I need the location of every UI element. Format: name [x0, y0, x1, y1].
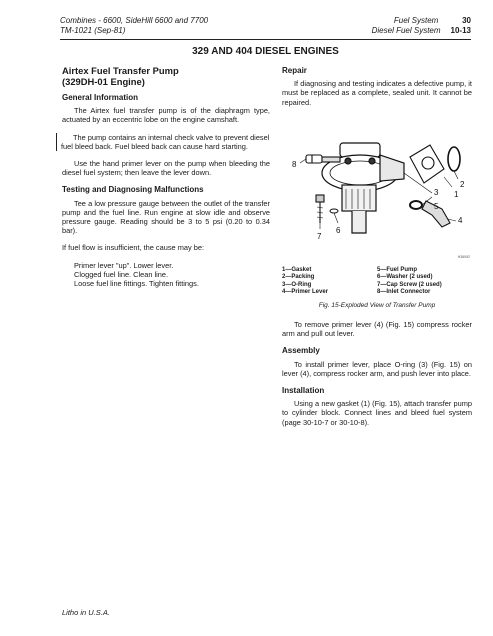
check-valve-note: The pump contains an internal check valve to prevent diesel fuel bleed back. Fuel bleed back can cause hard starting.: [56, 133, 270, 151]
right-column: [282, 66, 472, 435]
callout-2: 2: [460, 179, 465, 189]
cap-screw-drawing: [316, 195, 324, 223]
packing-drawing: [448, 147, 460, 171]
figure-code: H36092: [457, 254, 470, 259]
legend-item: 7—Cap Screw (2 used): [377, 281, 442, 288]
general-info-text: The Airtex fuel transfer pump is of the diaphragm type, actuated by an eccentric lobe on the engine camshaft.: [62, 106, 270, 125]
pump-title-line2: (329DH-01 Engine): [62, 75, 145, 87]
callout-4: 4: [458, 215, 463, 225]
general-info-heading: General Information: [62, 93, 139, 102]
callout-3: 3: [434, 187, 439, 197]
callout-5: 5: [434, 201, 439, 211]
header-section: Fuel System: [393, 16, 439, 25]
legend-item: 1—Gasket: [282, 266, 312, 273]
pump-title-line1: Airtex Fuel Transfer Pump: [62, 65, 179, 76]
header-section-number: 30: [462, 16, 471, 25]
figure-caption: Fig. 15-Exploded View of Transfer Pump: [318, 301, 436, 309]
insufficient-flow-text: If fuel flow is insufficient, the cause may be:: [62, 243, 204, 253]
figure-legend: [282, 267, 472, 297]
assembly-heading: Assembly: [282, 346, 320, 356]
installation-heading: Installation: [282, 386, 325, 396]
legend-item: 3—O-Ring: [282, 281, 312, 288]
header-manual-title: Combines - 6600, SideHill 6600 and 7700: [60, 16, 209, 25]
legend-item: 4—Primer Lever: [282, 289, 329, 296]
header-left: [60, 16, 208, 36]
legend-item: 8—Inlet Connector: [377, 289, 431, 296]
washer-drawing: [330, 209, 338, 213]
assembly-text: To install primer lever, place O-ring (3) (Fig. 15) on lever (4), compress rocker arm, and push lever into place.: [282, 359, 472, 378]
remove-lever-text: To remove primer lever (4) (Fig. 15) compress rocker arm and pull out lever.: [282, 320, 472, 339]
callout-1: 1: [454, 189, 459, 199]
cause-item: Primer lever "up". Lower lever.: [74, 260, 174, 270]
callout-8: 8: [292, 159, 297, 169]
repair-text: If diagnosing and testing indicates a defective pump, it must be replaced as a complete, sealed unit. It cannot be repaired.: [282, 79, 472, 107]
primer-lever-text: Use the hand primer lever on the pump when bleeding the diesel fuel system; then leave the lever down.: [62, 159, 270, 178]
legend-item: 2—Packing: [282, 274, 315, 281]
header-right: [372, 16, 471, 36]
repair-heading: Repair: [282, 66, 307, 75]
cause-item: Clogged fuel line. Clean line.: [74, 269, 169, 279]
left-column: [62, 66, 270, 288]
footer: Litho in U.S.A.: [62, 608, 110, 617]
legend-item: 5—Fuel Pump: [377, 266, 418, 273]
header-subsection: Diesel Fuel System: [371, 26, 441, 35]
legend-column-left: [282, 267, 377, 297]
testing-heading: Testing and Diagnosing Malfunctions: [62, 185, 204, 195]
o-ring-drawing: [410, 201, 422, 209]
installation-text: Using a new gasket (1) (Fig. 15), attach transfer pump to cylinder block. Connect lines and bleed fuel system (page 30-10-7 or 30-10-8).: [282, 399, 472, 427]
exploded-view-drawing: [282, 115, 472, 265]
callout-6: 6: [336, 225, 341, 235]
header-page-number: 10-13: [450, 26, 471, 35]
header-manual-id: TM-1021 (Sep-81): [60, 26, 126, 35]
transfer-pump-figure: [282, 115, 472, 265]
testing-text: Tee a low pressure gauge between the outlet of the transfer pump and the fuel line. Run engine at slow idle and observe pressure gauge. Reading should be 3 to 5 psi (0.20 to 0.34 bar).: [62, 198, 270, 236]
causes-list: [62, 261, 270, 289]
legend-column-right: [377, 267, 472, 297]
gasket-drawing: [410, 145, 444, 183]
section-title: 329 AND 404 DIESEL ENGINES: [192, 46, 339, 57]
legend-item: 6—Washer (2 used): [377, 274, 433, 281]
callout-7: 7: [317, 231, 322, 241]
inlet-connector-drawing: [306, 155, 340, 163]
cause-item: Loose fuel line fittings. Tighten fittings.: [74, 279, 199, 289]
header-rule: [60, 39, 471, 40]
